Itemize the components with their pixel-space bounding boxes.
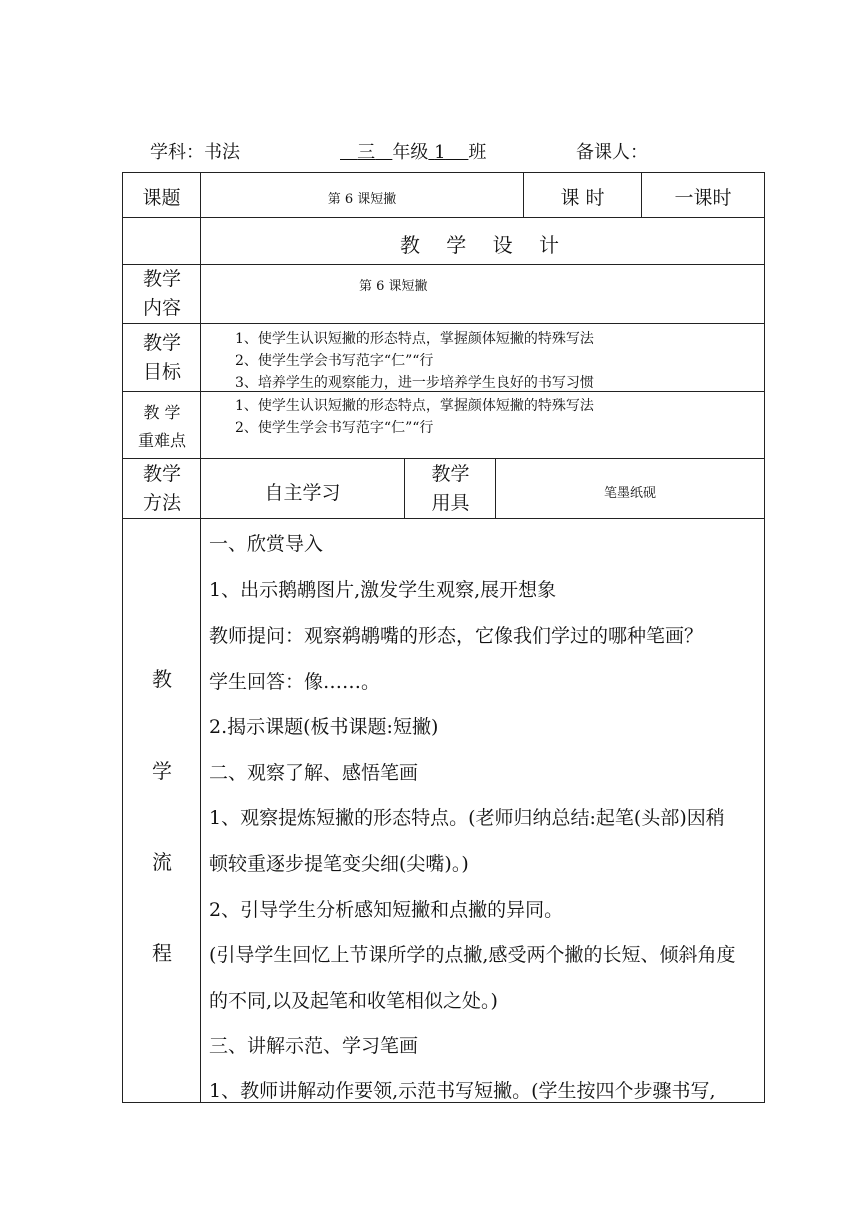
tools-label-line: 用具 [431,492,470,514]
flow-line: 2.揭示课题(板书课题:短撇) [209,716,439,738]
flow-label-char: 流 [152,850,172,874]
lesson-header [150,138,770,164]
design-title: 教 学 设 计 [399,233,566,257]
flow-line: 的不同,以及起笔和收笔相似之处。) [209,990,498,1012]
flow-line: 1、教师讲解动作要领,示范书写短撇。(学生按四个步骤书写, [209,1080,716,1102]
content-label [123,265,201,323]
flow-line: 1、观察提炼短撇的形态特点。(老师归纳总结:起笔(头部)因稍 [209,807,725,829]
flow-line: 一、欣赏导入 [209,533,324,555]
method-label-line: 教学 [142,463,181,485]
flow-label-char: 学 [152,759,172,783]
tools-value: 笔墨纸砚 [603,486,656,501]
topic-value: 第 6 课短撇 [327,192,397,207]
flow-line: 1、出示鹅鹕图片,激发学生观察,展开想象 [209,579,557,601]
flow-line: 2、引导学生分析感知短撇和点撇的异同。 [209,899,564,921]
subject-label: 学科：书法 [150,142,240,163]
method-value: 自主学习 [264,482,341,504]
flow-line: 三、讲解示范、学习笔画 [209,1035,419,1057]
goal-item: 3、培养学生的观察能力，进一步培养学生良好的书写习惯 [235,375,594,391]
tools-label-line: 教学 [431,463,470,485]
flow-line: 教师提问：观察鹈鹕嘴的形态，它像我们学过的哪种笔画？ [209,625,704,647]
content-value: 第 6 课短撇 [359,279,428,294]
grade-class-field [340,138,486,164]
goal-item: 1、使学生认识短撇的形态特点，掌握颜体短撇的特殊写法 [235,331,594,347]
key-points-label-line: 重难点 [137,431,186,450]
topic-label: 课题 [142,187,181,209]
tools-label [406,460,495,518]
goal-item: 2、使学生学会书写范字“仁”“行 [235,353,434,369]
row-divider [123,518,764,519]
period-label: 课 时 [560,187,605,209]
goals-label-line: 教学 [142,332,181,354]
content-label-line: 内容 [142,297,181,319]
grade-label: 年级 [392,142,429,163]
flow-label-char: 教 [152,667,172,691]
method-label-line: 方法 [142,492,181,514]
flow-line: 顿较重逐步提笔变尖细(尖嘴)。) [209,853,469,875]
column-divider [404,458,405,518]
key-points-label [123,399,201,455]
method-label [123,460,201,518]
class-label: 班 [468,142,487,163]
flow-line: (引导学生回忆上节课所学的点撇,感受两个撇的长短、倾斜角度 [209,944,736,966]
key-point-item: 2、使学生学会书写范字“仁”“行 [235,420,434,436]
lesson-plan-table [122,172,765,1103]
row-divider [123,323,764,324]
goals-label-line: 目标 [142,361,181,383]
flow-label-char: 程 [152,941,172,965]
class-value: 1 [434,142,446,163]
flow-line: 学生回答：像……。 [209,671,381,693]
content-label-line: 教学 [142,268,181,290]
key-points-label-line: 教 学 [143,403,181,422]
grade-value: 三 [357,142,376,163]
period-value: 一课时 [674,187,732,209]
flow-line: 二、观察了解、感悟笔画 [209,762,419,784]
row-divider [123,217,764,218]
key-point-item: 1、使学生认识短撇的形态特点，掌握颜体短撇的特殊写法 [235,398,594,414]
row-divider [123,264,764,265]
row-divider [123,458,764,459]
preparer-label: 备课人： [576,142,648,163]
goals-label [123,329,201,387]
